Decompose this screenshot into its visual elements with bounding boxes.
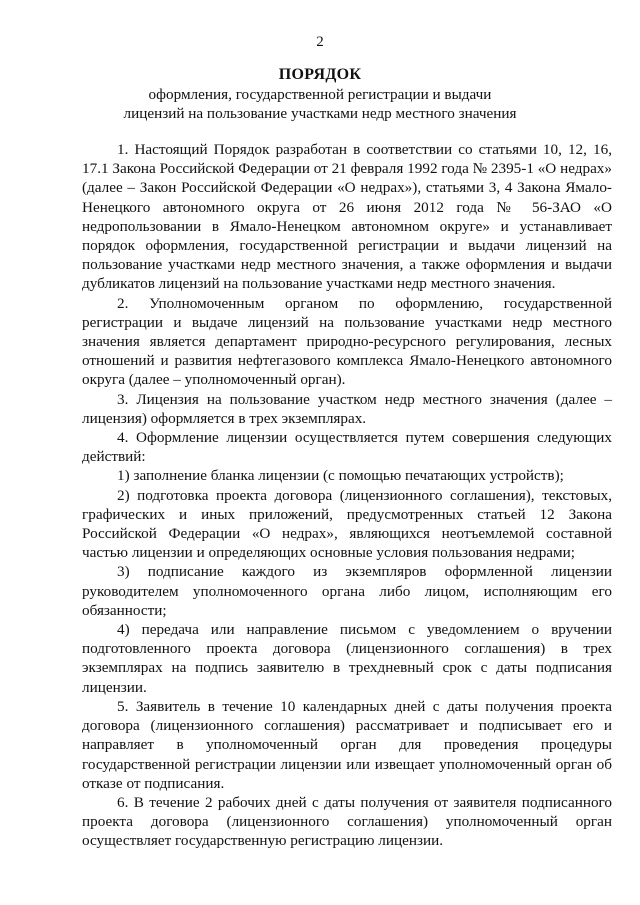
paragraph-4: 4. Оформление лицензии осуществляется путем совершения следующих действий:: [82, 429, 612, 466]
document-title: ПОРЯДОК: [278, 66, 362, 83]
subitem-2: 2) подготовка проекта договора (лицензионного соглашения), текстовых, графических и иных приложений, предусмотренных статьей 12 Закона Российской Федерации «О недрах», являющихся неотъемлемой составной частью лицензии и определяющих основные условия пользования недрами;: [82, 486, 612, 562]
subtitle-line: лицензий на пользование участками недр местного значения: [123, 105, 517, 123]
paragraph-6: 6. В течение 2 рабочих дней с даты получения от заявителя подписанного проекта договора (лицензионного соглашения) уполномоченный орган осуществляет государственную регистрацию лицензии.: [82, 793, 612, 850]
subitem-1: 1) заполнение бланка лицензии (с помощью печатающих устройств);: [117, 467, 564, 485]
document-body: [82, 140, 612, 851]
page-number: 2: [316, 34, 324, 50]
subitem-4: 4) передача или направление письмом с уведомлением о вручении подготовленного проекта договора (лицензионного соглашения) в трех экземплярах на подпись заявителю в трехдневный срок с даты подписания лицензии.: [82, 621, 612, 696]
paragraph-5: 5. Заявитель в течение 10 календарных дней с даты получения проекта договора (лицензионного соглашения) рассматривает и подписывает его и направляет в уполномоченный орган для проведения процедуры государственной регистрации лицензии или извещает уполномоченный орган об отказе от подписания.: [82, 697, 612, 792]
subtitle-line: оформления, государственной регистрации и выдачи: [148, 86, 492, 103]
paragraph-1: 1. Настоящий Порядок разработан в соответствии со статьями 10, 12, 16, 17.1 Закона Российской Федерации от 21 февраля 1992 года № 2395-1 «О недрах» (далее – Закон Российской Федерации «О недрах»), статьями 3, 4 Закона Ямало-Ненецкого автономного округа от 26 июня 2012 года № 56-ЗАО «О недропользовании в Ямало-Ненецком автономном округе» и устанавливает порядок оформления, государственной регистрации и выдачи лицензий на пользование участками недр местного значения, а также оформления и выдачи дубликатов лицензий на пользование участками недр местного значения.: [82, 141, 612, 293]
paragraph-2: 2. Уполномоченным органом по оформлению, государственной регистрации и выдаче лицензий на пользование участками недр местного значения является департамент природно-ресурсного регулирования, лесных отношений и развития нефтегазового комплекса Ямало-Ненецкого автономного округа (далее – уполномоченный орган).: [82, 294, 612, 389]
paragraph-3: 3. Лицензия на пользование участком недр местного значения (далее – лицензия) оформляется в трех экземплярах.: [82, 390, 612, 427]
subitem-3: 3) подписание каждого из экземпляров оформленной лицензии руководителем уполномоченного органа либо лицом, исполняющим его обязанности;: [82, 563, 612, 619]
document-subtitle: [0, 85, 640, 124]
